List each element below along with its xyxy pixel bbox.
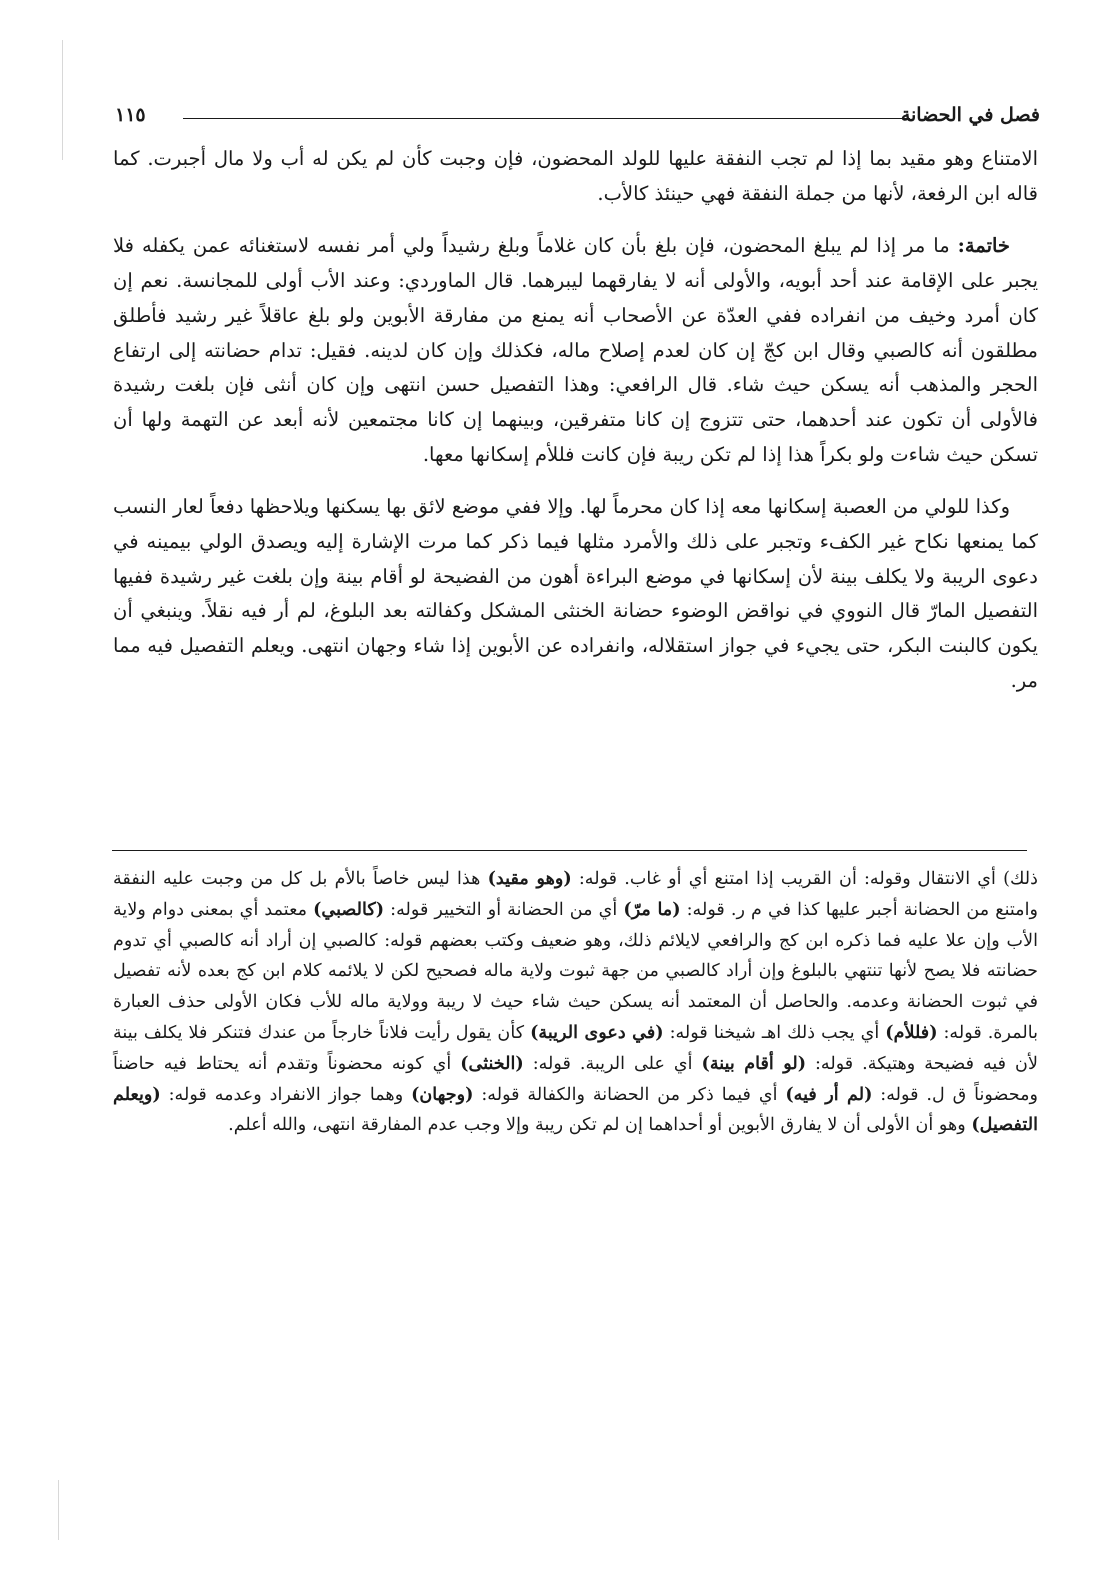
footnote-block (113, 864, 1038, 1141)
footnote-term-7: (الخنثى) (460, 1052, 524, 1074)
footnote-text-5: أي يجب ذلك اهـ شيخنا قوله: (663, 1022, 886, 1043)
footnote-text-3: أي من الحضانة أو التخيير قوله: (384, 899, 624, 920)
footnote-term-1: (وهو مقيد) (487, 868, 572, 889)
footnote-term-2: (ما مرّ) (623, 898, 681, 920)
running-header (115, 100, 1040, 134)
paragraph-2-heading: خاتمة: (957, 234, 1010, 258)
footnote-text-4: معتمد أي بمعنى دوام ولاية الأب وإن علا عليه فما ذكره ابن كج والرافعي لايلائم ذلك، وهو ضعيف وكتب بعضهم قوله: كالصبي إن أراد أنه كالصبي أي تدوم حضانته فلا يصح لأنها تنتهي بالبلوغ وإن أراد كالصبي من جهة ثبوت ولاية ماله فصحيح لكن لا يلائمه كلام ابن كج بعده لأنه تفصيل في ثبوت الحضانة وعدمه. والحاصل أن المعتمد أنه يسكن حيث شاء حيث لا ريبة وولاية ماله للأب فكان الأولى حذف العبارة بالمرة. قوله: (113, 899, 1039, 1043)
footnote-term-4: (فللأم) (885, 1021, 938, 1043)
paragraph-2 (113, 229, 1038, 472)
header-rule (183, 118, 910, 119)
footnote-paragraph (113, 864, 1038, 1141)
footnote-term-8: (لم أر فيه) (785, 1083, 873, 1105)
paragraph-1: الامتناع وهو مقيد بما إذا لم تجب النفقة عليها للولد المحضون، فإن وجبت كأن لم يكن له أب ولا مال أجبرت. كما قاله ابن الرفعة، لأنها من جملة النفقة فهي حينئذ كالأب. (113, 147, 1038, 205)
page-number: ١١٥ (115, 104, 146, 126)
footnote-divider (112, 850, 1027, 851)
footnote-text-7: أي على الريبة. قوله: (523, 1053, 702, 1074)
main-body (113, 142, 1038, 717)
paragraph-3: وكذا للولي من العصبة إسكانها معه إذا كان محرماً لها. وإلا ففي موضع لائق بها يسكنها ويلاحظها دفعاً لعار النسب كما يمنعها نكاح غير الكفء وتجبر على ذلك والأمرد مثلها فيما ذكر كما مرت الإشارة إليه ويصدق الولي بيمينه في دعوى الريبة ولا يكلف بينة لأن إسكانها في موضع البراءة أهون من الفضيحة لو أقام بينة وإن بلغت غير رشيدة ففيها التفصيل المارّ قال النووي في نواقض الوضوء حضانة الخنثى المشكل وكفالته بعد البلوغ، لم أر فيه نقلاً. وينبغي أن يكون كالبنت البكر، حتى يجيء في جواز استقلاله، وانفراده عن الأبوين إذا شاء وجهان انتهى. ويعلم التفصيل فيه مما مر. (113, 495, 1038, 692)
footnote-term-5: (في دعوى الريبة) (530, 1021, 664, 1043)
footnote-text-10: وهما جواز الانفراد وعدمه قوله: (160, 1084, 412, 1105)
footnote-text-8: أي كونه محضوناً وتقدم أنه يحتاط فيه حاضناً ومحضوناً ق ل. قوله: (113, 1053, 1038, 1105)
footnote-text-1: ذلك) أي الانتقال وقوله: أن القريب إذا امتنع أي أو غاب. قوله: (571, 869, 1038, 889)
footnote-term-6: (لو أقام بينة) (701, 1052, 807, 1074)
footnote-text-9: أي فيما ذكر من الحضانة والكفالة قوله: (473, 1084, 786, 1105)
paragraph-2-text: ما مر إذا لم يبلغ المحضون، فإن بلغ بأن كان غلاماً وبلغ رشيداً ولي أمر نفسه لاستغنائه عمن يكفله فلا يجبر على الإقامة عند أحد أبويه، والأولى أنه لا يفارقهما ليبرهما. قال الماوردي: وعند الأب أولى للمجانسة. نعم إن كان أمرد وخيف من انفراده ففي العدّة عن الأصحاب أنه يمنع من مفارقة الأبوين ولو بلغ عاقلاً غير رشيد فأطلق مطلقون أنه كالصبي وقال ابن كجّ إن كان لعدم إصلاح ماله، فكذلك وإن كان لدينه. فقيل: تدام حضانته إلى ارتفاع الحجر والمذهب أنه يسكن حيث شاء. قال الرافعي: وهذا التفصيل حسن انتهى وإن كان أنثى فإن بلغت رشيدة فالأولى أن تكون عند أحدهما، حتى تتزوج إن كانا متفرقين، وبينهما إن كانا مجتمعين لأنه أبعد عن التهمة ولها أن تسكن حيث شاءت ولو بكراً هذا إذا لم تكن ريبة فإن كانت فللأم إسكانها معها. (113, 234, 1038, 466)
footnote-term-3: (كالصبي) (313, 898, 385, 920)
chapter-title: فصل في الحضانة (900, 104, 1040, 126)
footnote-text-11: وهو أن الأولى أن لا يفارق الأبوين أو أحداهما إن لم تكن ريبة وإلا وجب عدم المفارقة انتهى، والله أعلم. (228, 1115, 972, 1136)
footnote-text-6: كأن يقول رأيت فلاناً خارجاً من عندك فتنكر فلا يكلف بينة لأن فيه فضيحة وهتيكة. قوله: (113, 1022, 1038, 1074)
footnote-term-9: (وجهان) (411, 1083, 474, 1105)
footnote-text-2: هذا ليس خاصاً بالأم بل كل من وجبت عليه النفقة وامتنع من الحضانة أجبر عليها كذا في م ر. قوله: (113, 869, 1038, 920)
scan-edge-mark (62, 40, 63, 160)
scan-edge-mark (58, 1480, 59, 1540)
footnote-term-10: (ويعلم التفصيل) (113, 1083, 1038, 1136)
